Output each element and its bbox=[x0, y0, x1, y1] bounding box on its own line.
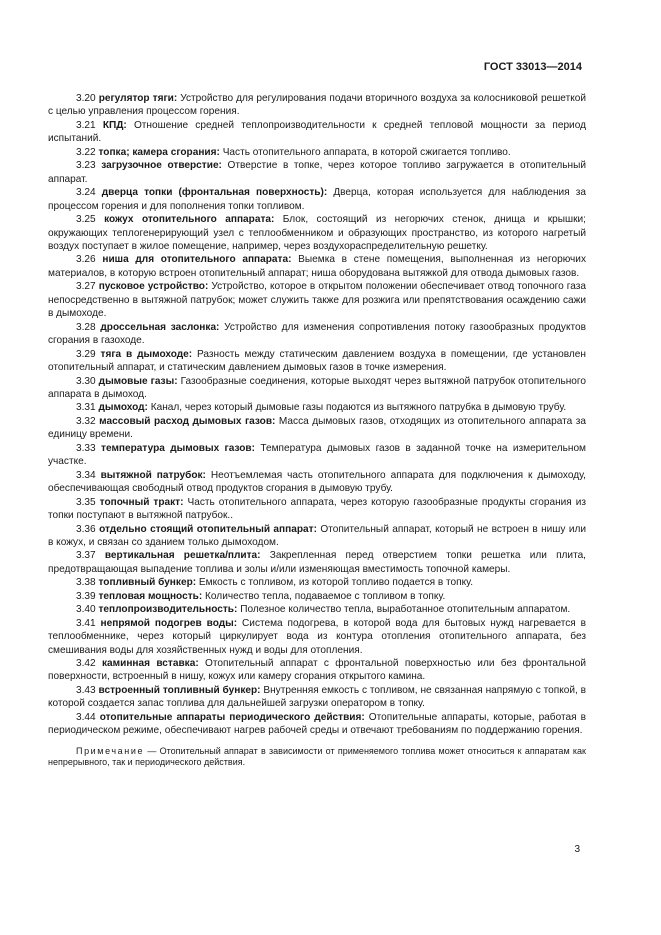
entry-text: Устройство для регулирования подачи вторичного воздуха за колосниковой решеткой с целью управления процессом горения. bbox=[48, 93, 586, 118]
entry-number: 3.44 bbox=[76, 711, 96, 723]
definition-entry bbox=[48, 146, 586, 159]
entry-number: 3.43 bbox=[76, 684, 96, 696]
entry-term: отдельно стоящий отопительный аппарат: bbox=[99, 523, 317, 535]
entry-text: Блок, состоящий из негорючих стенок, днища и крышки; окружающих теплогенерирующий узел с теплообменником и образующих пространство, из которого нагретый воздух поступает в жилое помещение, например, через воздухораспределительную решетку. bbox=[48, 214, 586, 252]
page-number: 3 bbox=[574, 844, 580, 855]
definition-entry bbox=[48, 523, 586, 550]
definition-entry bbox=[48, 375, 586, 402]
entry-text: Разность между статическим давлением воздуха в помещении, где установлен отопительный аппарат, и статическим давлением дымовых газов в точке измерения. bbox=[48, 348, 586, 374]
entry-text: Отопительный аппарат с фронтальной поверхностью или без фронтальной поверхности, встроенный в нишу, кожух или камеру сгорания открытого камина. bbox=[48, 658, 587, 683]
entry-number: 3.32 bbox=[76, 415, 96, 427]
entry-term: дроссельная заслонка: bbox=[100, 321, 220, 333]
entry-number: 3.28 bbox=[76, 321, 96, 333]
entry-text: Неотъемлемая часть отопительного аппарата для подключения к дымоходу, обеспечивающая свободный отвод продуктов сгорания в дымовую трубу. bbox=[48, 469, 586, 495]
entry-text: Канал, через который дымовые газы подаются из вытяжного патрубка в дымовую трубу. bbox=[150, 402, 567, 414]
entry-number: 3.34 bbox=[76, 469, 96, 481]
entry-number: 3.40 bbox=[76, 604, 96, 616]
note-paragraph bbox=[48, 746, 586, 769]
standard-header: ГОСТ 33013—2014 bbox=[483, 61, 582, 73]
definitions-list bbox=[48, 92, 586, 778]
entry-term: дверца топки (фронтальная поверхность): bbox=[101, 187, 328, 199]
entry-number: 3.42 bbox=[76, 658, 96, 670]
entry-text: Количество тепла, подаваемое с топливом в топку. bbox=[205, 590, 446, 602]
definition-entry bbox=[48, 549, 586, 576]
entry-text: Отопительные аппараты, которые, работая в периодическом режиме, обеспечивают нагрев рабочей среды и отвечают требованиям по поддержанию горения. bbox=[48, 711, 586, 737]
definition-entry bbox=[48, 253, 586, 280]
entry-term: топочный тракт: bbox=[99, 496, 184, 508]
entry-term: вертикальная решетка/плита: bbox=[104, 550, 261, 562]
entry-term: встроенный топливный бункер: bbox=[98, 684, 261, 696]
definition-entry bbox=[48, 603, 586, 616]
entry-term: массовый расход дымовых газов: bbox=[99, 415, 276, 427]
definition-entry bbox=[48, 442, 586, 469]
definition-entry bbox=[48, 213, 586, 253]
definition-entry bbox=[48, 401, 586, 414]
definition-entry bbox=[48, 657, 586, 684]
entry-number: 3.27 bbox=[76, 281, 96, 293]
entry-term: теплопроизводительность: bbox=[98, 604, 238, 616]
entry-text: Отопительный аппарат, который не встроен в нишу или в кожух, и связан со зданием только дымоходом. bbox=[48, 523, 587, 548]
entry-text: Часть отопительного аппарата, через которую газообразные продукты сгорания из топки поступают в вытяжной патрубок.. bbox=[48, 496, 587, 522]
entry-term: тяга в дымоходе: bbox=[100, 348, 193, 360]
entry-number: 3.20 bbox=[76, 93, 96, 104]
definition-entry bbox=[48, 496, 586, 523]
entry-number: 3.25 bbox=[76, 214, 96, 226]
entry-text: Закрепленная перед отверстием топки решетка или плита, предотвращающая выпадение топлива и золы и/или изменяющая вместимость топочной камеры. bbox=[48, 550, 586, 575]
note-label: Примечание bbox=[76, 745, 145, 756]
entry-text: Температура дымовых газов в заданной точке на измерительном участке. bbox=[48, 442, 586, 468]
entry-text: Устройство для изменения сопротивления потоку газообразных продуктов сгорания в газоходе. bbox=[48, 321, 586, 347]
entry-number: 3.29 bbox=[76, 348, 96, 360]
definition-entry bbox=[48, 280, 586, 320]
entry-text: Дверца, которая используется для наблюдения за процессом горения и для пополнения топки топливом. bbox=[48, 187, 586, 212]
entry-term: температура дымовых газов: bbox=[101, 442, 255, 454]
entry-term: КПД: bbox=[102, 119, 127, 131]
entry-term: пусковое устройство: bbox=[98, 281, 209, 293]
definition-entry bbox=[48, 92, 586, 119]
entry-text: Отношение средней теплопроизводительности к средней тепловой мощности за период испытаний. bbox=[48, 119, 586, 145]
definition-entry bbox=[48, 469, 586, 496]
entry-number: 3.33 bbox=[76, 442, 96, 454]
entry-number: 3.21 bbox=[76, 119, 96, 131]
entry-number: 3.41 bbox=[76, 617, 96, 629]
entry-number: 3.37 bbox=[76, 550, 96, 562]
entry-term: загрузочное отверстие: bbox=[101, 160, 222, 172]
definition-entry bbox=[48, 321, 586, 348]
entry-term: отопительные аппараты периодического действия: bbox=[99, 711, 365, 723]
entry-term: тепловая мощность: bbox=[98, 590, 203, 602]
entry-number: 3.30 bbox=[76, 375, 96, 387]
entry-text: Газообразные соединения, которые выходят через вытяжной патрубок отопительного аппарата в дымоход. bbox=[48, 375, 586, 400]
entry-term: кожух отопительного аппарата: bbox=[104, 214, 275, 226]
definition-entry bbox=[48, 415, 586, 442]
entry-number: 3.23 bbox=[76, 160, 96, 172]
entry-term: вытяжной патрубок: bbox=[100, 469, 206, 481]
entry-text: Выемка в стене помещения, выполненная из негорючих материалов, в которую встроен отопительный аппарат; ниша оборудована вытяжкой для отвода дымовых газов. bbox=[48, 254, 586, 279]
definition-entry bbox=[48, 617, 586, 657]
entry-text: Устройство, которое в открытом положении обеспечивает отвод топочного газа непосредственно в вытяжной патрубок; может служить также для розжига или препятствования осаждению сажи в дымоходе. bbox=[48, 281, 586, 320]
definition-entry bbox=[48, 119, 586, 146]
entry-term: топка; камера сгорания: bbox=[98, 146, 220, 158]
entry-term: топливный бункер: bbox=[98, 577, 197, 589]
definition-entry bbox=[48, 711, 586, 738]
entry-text: Масса дымовых газов, отходящих из отопительного аппарата за единицу времени. bbox=[48, 415, 587, 441]
entry-text: Емкость с топливом, из которой топливо подается в топку. bbox=[198, 577, 474, 589]
entry-text: Полезное количество тепла, выработанное отопительным аппаратом. bbox=[240, 604, 571, 616]
entry-number: 3.31 bbox=[76, 402, 96, 414]
definition-entry bbox=[48, 348, 586, 375]
entry-term: регулятор тяги: bbox=[98, 93, 178, 104]
entry-number: 3.36 bbox=[76, 523, 96, 535]
entry-number: 3.22 bbox=[76, 146, 96, 158]
entry-term: дымоход: bbox=[98, 402, 148, 414]
entry-term: непрямой подогрев воды: bbox=[100, 617, 238, 629]
definition-entry bbox=[48, 576, 586, 589]
entry-term: дымовые газы: bbox=[98, 375, 178, 387]
entry-term: ниша для отопительного аппарата: bbox=[102, 254, 292, 266]
entry-number: 3.38 bbox=[76, 577, 96, 589]
entry-term: каминная вставка: bbox=[101, 658, 199, 670]
entry-text: Внутренняя емкость с топливом, не связанная напрямую с топкой, в которой создается запас топлива для дальнейшей загрузки оператором в топку. bbox=[48, 684, 586, 710]
entry-number: 3.26 bbox=[76, 254, 96, 266]
definition-entry bbox=[48, 159, 586, 186]
definition-entry bbox=[48, 186, 586, 213]
definition-entry bbox=[48, 590, 586, 603]
note-text: — Отопительный аппарат в зависимости от применяемого топлива может относиться к аппаратам как непрерывного, так и периодического действия. bbox=[48, 745, 586, 768]
entry-text: Часть отопительного аппарата, в которой сжигается топливо. bbox=[222, 146, 511, 158]
entry-text: Система подогрева, в которой вода для бытовых нужд нагревается в теплообменнике, через который циркулирует вода из контура отопления отопительного аппарата, без смешивания воды для хозяйственных нужд и воды для отопления. bbox=[48, 617, 586, 656]
definition-entry bbox=[48, 684, 586, 711]
entry-number: 3.35 bbox=[76, 496, 96, 508]
entry-text: Отверстие в топке, через которое топливо загружается в отопительный аппарат. bbox=[48, 160, 586, 185]
entry-number: 3.39 bbox=[76, 590, 96, 602]
entry-number: 3.24 bbox=[76, 187, 96, 199]
